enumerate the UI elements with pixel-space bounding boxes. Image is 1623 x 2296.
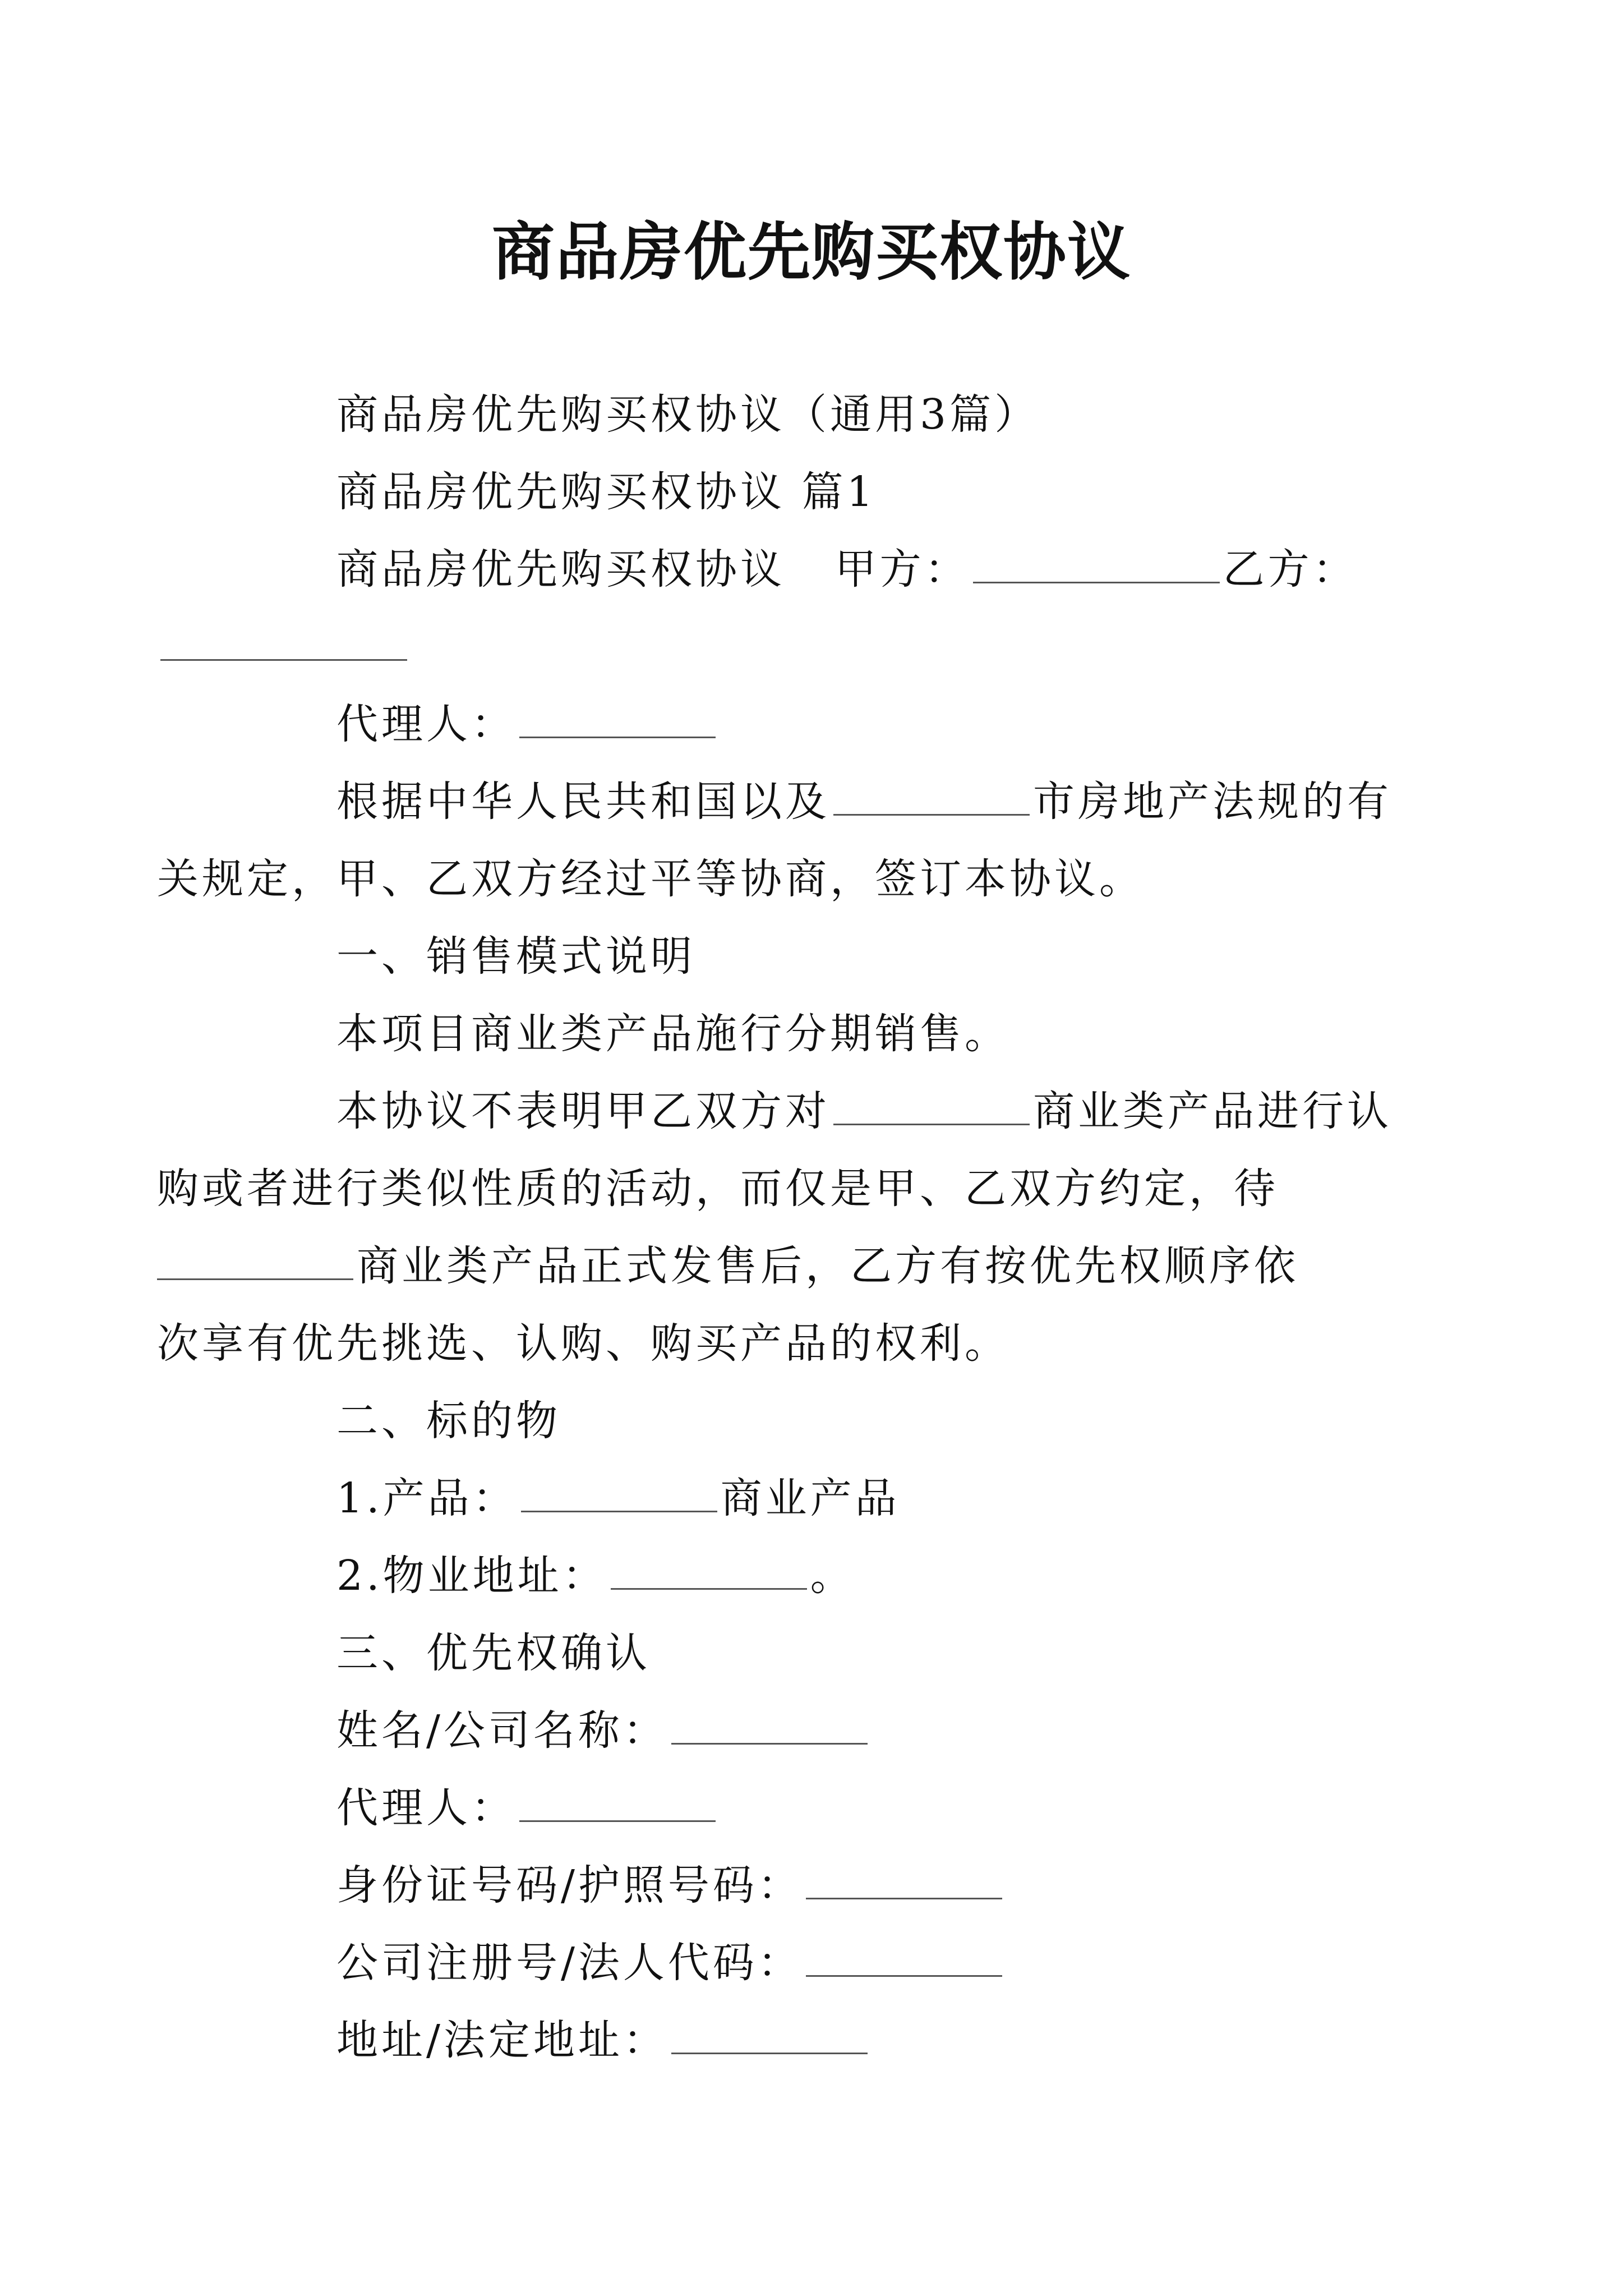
id-blank[interactable] (806, 1863, 1002, 1899)
agreement-text-3: 购或者进行类似性质的活动，而仅是甲、乙双方约定，待 (157, 1165, 1279, 1213)
name-label: 姓名/公司名称： (336, 1706, 668, 1755)
party-a-blank[interactable] (973, 547, 1220, 583)
party-b-blank[interactable] (160, 624, 407, 661)
agent-label: 代理人： (336, 700, 516, 748)
sales-note-line (247, 995, 1385, 1073)
address-suffix: 。 (810, 1552, 855, 1600)
city-blank[interactable] (833, 779, 1030, 816)
agreement-text-5: 次享有优先挑选、认购、购买产品的权利。 (157, 1319, 1009, 1368)
agent2-label: 代理人： (336, 1784, 516, 1832)
agent-blank[interactable] (519, 702, 716, 738)
basis-text-2: 市房地产法规的有 (1033, 777, 1392, 826)
document-body (157, 376, 1392, 2079)
heading-general (247, 376, 1385, 453)
basis-text-3: 关规定，甲、乙双方经过平等协商，签订本协议。 (157, 855, 1144, 903)
project-blank-2[interactable] (157, 1244, 353, 1280)
parties-prefix: 商品房优先购买权协议 (336, 545, 785, 593)
agreement-text-4: 商业类产品正式发售后，乙方有按优先权顺序依 (357, 1242, 1299, 1290)
heading-part1-text: 商品房优先购买权协议 篇1 (336, 468, 877, 516)
reg-blank[interactable] (806, 1940, 1002, 1977)
section-3-heading (247, 1614, 1385, 1692)
agent-line (247, 685, 1385, 763)
name-blank[interactable] (671, 1708, 868, 1745)
agent2-blank[interactable] (519, 1786, 716, 1822)
project-blank[interactable] (833, 1089, 1030, 1125)
product-label: 1.产品： (336, 1474, 518, 1522)
agreement-line-1 (247, 1073, 1392, 1150)
agreement-line-4 (157, 1305, 1385, 1382)
address-blank[interactable] (611, 1553, 807, 1590)
product-blank[interactable] (521, 1476, 717, 1512)
section-2-heading (247, 1382, 1385, 1460)
agreement-text-2: 商业类产品进行认 (1033, 1087, 1392, 1135)
legal-address-blank[interactable] (671, 2018, 868, 2054)
legal-address-line (247, 2001, 1385, 2079)
party-a-label: 甲方： (834, 545, 970, 593)
sales-note-text: 本项目商业类产品施行分期销售。 (336, 1010, 1009, 1058)
section-2-text: 二、标的物 (336, 1397, 561, 1445)
reg-line (247, 1924, 1385, 2001)
basis-line-2 (157, 840, 1385, 918)
address-line (247, 1537, 1385, 1614)
id-label: 身份证号码/护照号码： (336, 1861, 803, 1910)
legal-address-label: 地址/法定地址： (336, 2016, 668, 2064)
product-line (247, 1460, 1385, 1537)
product-suffix: 商业产品 (720, 1474, 900, 1522)
basis-text-1: 根据中华人民共和国以及 (336, 777, 830, 826)
section-1-heading (247, 918, 1385, 995)
heading-general-text: 商品房优先购买权协议（通用3篇） (336, 390, 1040, 439)
section-1-text: 一、销售模式说明 (336, 932, 695, 981)
section-3-text: 三、优先权确认 (336, 1629, 651, 1677)
reg-label: 公司注册号/法人代码： (336, 1939, 803, 1987)
name-line (247, 1692, 1385, 1769)
address-label: 2.物业地址： (336, 1552, 607, 1600)
heading-part1 (247, 453, 1385, 531)
party-b-label: 乙方： (1223, 545, 1358, 593)
agent2-line (247, 1769, 1385, 1847)
document-title: 商品房优先购买权协议 (492, 215, 1131, 289)
basis-line-1 (247, 763, 1392, 840)
agreement-line-2 (157, 1150, 1385, 1227)
agreement-text-1: 本协议不表明甲乙双方对 (336, 1087, 830, 1135)
id-line (247, 1847, 1385, 1924)
parties-line (247, 531, 1385, 608)
party-b-blank-line (157, 608, 1385, 685)
agreement-line-3 (157, 1227, 1385, 1305)
